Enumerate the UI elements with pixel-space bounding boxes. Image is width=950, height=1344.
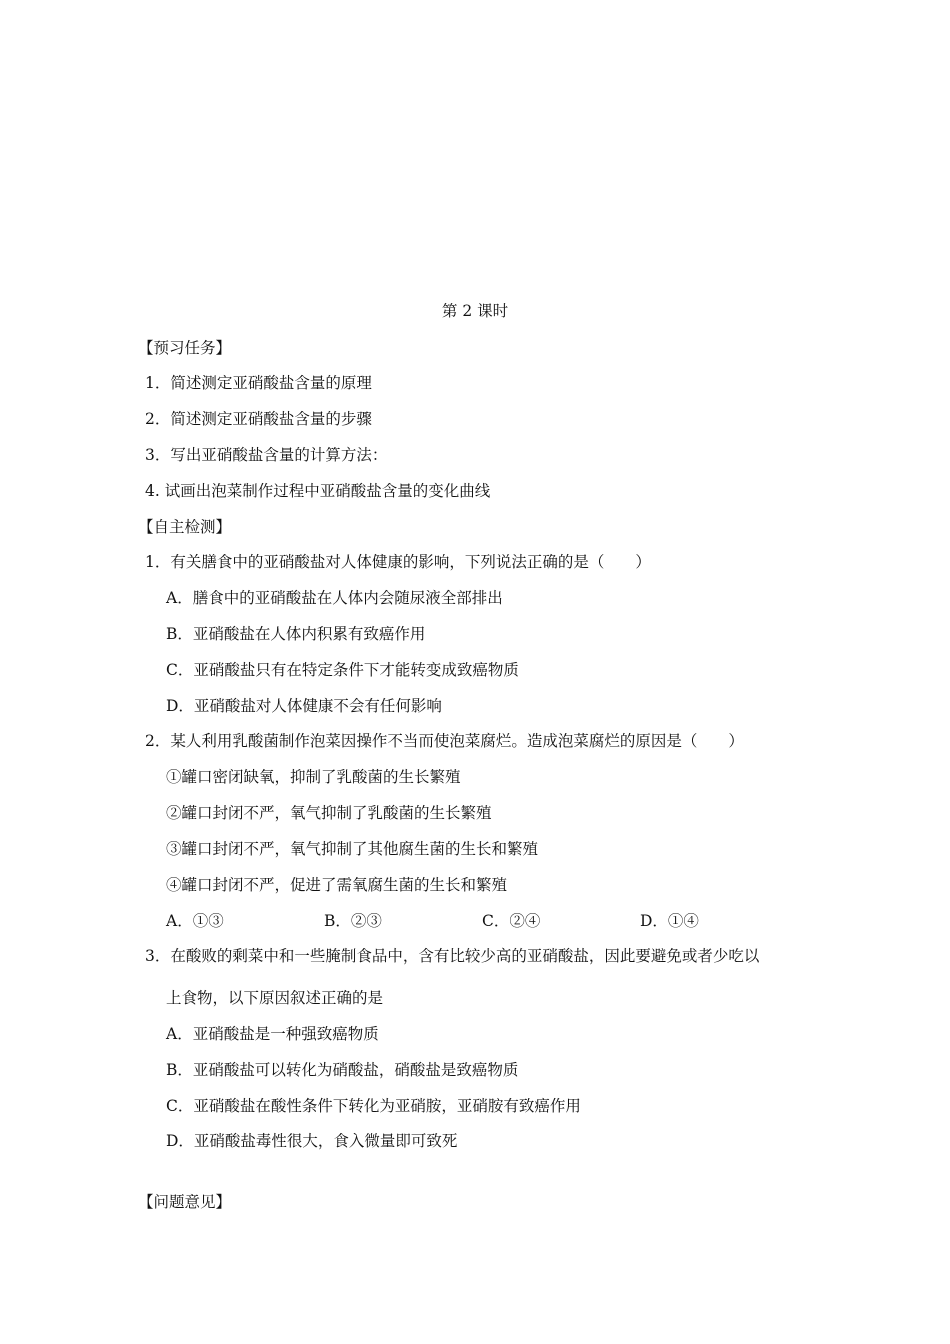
page-title: 第 2 课时: [441, 302, 509, 320]
question-2-option: C．②④: [482, 912, 541, 930]
question-2-option: B．②③: [324, 912, 382, 930]
question-1-option: D．亚硝酸盐对人体健康不会有任何影响: [166, 697, 442, 715]
feedback-heading: 【问题意见】: [138, 1193, 232, 1211]
question-2-statement: ③罐口封闭不严，氧气抑制了其他腐生菌的生长和繁殖: [166, 840, 539, 858]
preview-item: 1．简述测定亚硝酸盐含量的原理: [145, 374, 372, 392]
question-1-option: C．亚硝酸盐只有在特定条件下才能转变成致癌物质: [166, 661, 519, 679]
preview-item: 3．写出亚硝酸盐含量的计算方法：: [145, 446, 388, 464]
question-3-option: B．亚硝酸盐可以转化为硝酸盐，硝酸盐是致癌物质: [166, 1061, 519, 1079]
question-1-stem: 1．有关膳食中的亚硝酸盐对人体健康的影响，下列说法正确的是（ ）: [145, 553, 651, 571]
question-2-statement: ④罐口封闭不严，促进了需氧腐生菌的生长和繁殖: [166, 876, 508, 894]
question-1-option: A．膳食中的亚硝酸盐在人体内会随尿液全部排出: [166, 589, 503, 607]
question-2-statement: ②罐口封闭不严，氧气抑制了乳酸菌的生长繁殖: [166, 804, 492, 822]
question-2-statement: ①罐口密闭缺氧，抑制了乳酸菌的生长繁殖: [166, 768, 461, 786]
preview-item: 2．简述测定亚硝酸盐含量的步骤: [145, 410, 372, 428]
question-1-option: B．亚硝酸盐在人体内积累有致癌作用: [166, 625, 426, 643]
question-3-option: D．亚硝酸盐毒性很大，食入微量即可致死: [166, 1132, 458, 1150]
question-2-option: D．①④: [640, 912, 699, 930]
question-3-option: A．亚硝酸盐是一种强致癌物质: [166, 1025, 379, 1043]
selfcheck-heading: 【自主检测】: [138, 518, 232, 536]
question-3-stem: 3．在酸败的剩菜中和一些腌制食品中，含有比较少高的亚硝酸盐，因此要避免或者少吃以: [145, 947, 760, 965]
preview-heading: 【预习任务】: [138, 339, 232, 357]
question-2-stem: 2．某人利用乳酸菌制作泡菜因操作不当而使泡菜腐烂。造成泡菜腐烂的原因是（ ）: [145, 732, 744, 750]
question-3-option: C．亚硝酸盐在酸性条件下转化为亚硝胺，亚硝胺有致癌作用: [166, 1097, 581, 1115]
question-2-option: A．①③: [166, 912, 224, 930]
question-3-stem-continued: 上食物，以下原因叙述正确的是: [166, 989, 384, 1007]
preview-item: 4. 试画出泡菜制作过程中亚硝酸盐含量的变化曲线: [145, 482, 491, 500]
